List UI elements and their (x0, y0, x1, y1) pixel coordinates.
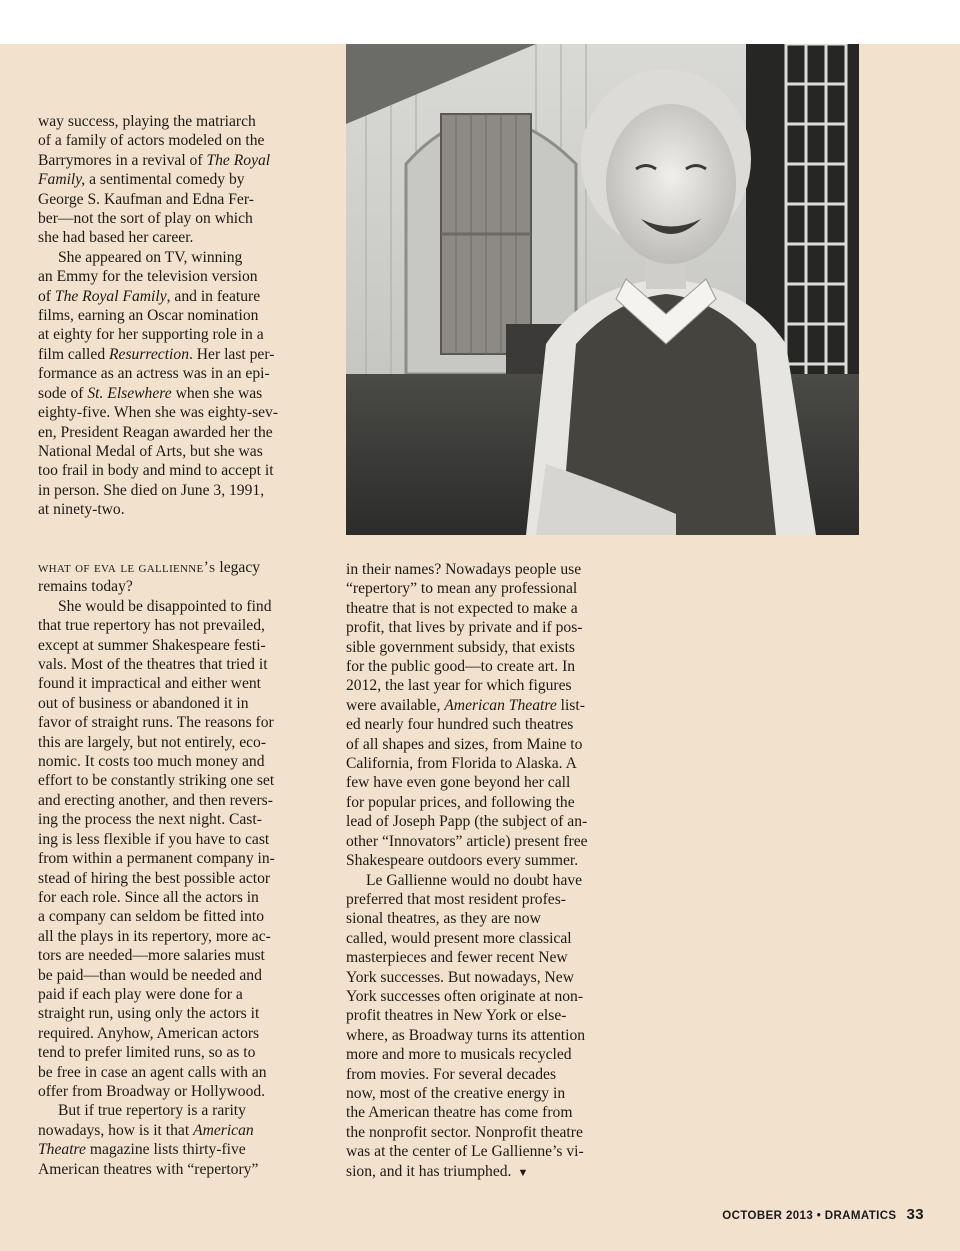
paragraph: But if true repertory is a rarity nowadays, how is it that American Theatre magazine lists thirty-five American theatres with “repertory” (38, 1102, 259, 1178)
issue-label: OCTOBER 2013 • DRAMATICS (722, 1210, 897, 1222)
article-column-1 (38, 112, 310, 520)
paragraph: She would be disappointed to find that true repertory has not prevailed, except at summer Shakespeare festi- vals. Most of the theatres that tried it found it impractical and either went out of business or abandoned it in favor of straight runs. The reasons for this are largely, but not entirely, eco- nomic. It costs too much money and effort to be constantly striking one set and erecting another, and then revers- ing the process the next night. Cast- ing is less flexible if you have to cast from within a permanent company in- stead of hiring the best possible actor for each role. Since all the actors in a company can seldom be fitted into all the plays in its repertory, more ac- tors are needed—more salaries must be paid—than would be needed and paid if each play were done for a straight run, using only the actors it required. Anyhow, American actors tend to prefer limited runs, so as to be free in case an agent calls with an offer from Broadway or Hollywood. (38, 597, 275, 1100)
end-of-article-icon: ▼ (517, 1166, 529, 1179)
section-lead-in: what of eva le gallienne’s (38, 559, 216, 576)
article-column-2 (38, 558, 310, 1179)
page-footer (722, 1206, 924, 1223)
paragraph: what of eva le gallienne’s legacy remains today? (38, 559, 261, 596)
portrait-photo (346, 44, 859, 535)
article-column-3 (346, 560, 618, 1183)
photo-illustration (346, 44, 859, 535)
paragraph: way success, playing the matriarch of a family of actors modeled on the Barrymores in a revival of The Royal Family, a sentimental comedy by George S. Kaufman and Edna Fer- ber—not the sort of play on which she had based her career. (38, 113, 271, 247)
paragraph: Le Gallienne would no doubt have preferred that most resident profes- sional theatres, as they are now called, would present more classical masterpieces and fewer recent New York successes. But nowadays, New York successes often originate at non- profit theatres in New York or else- where, as Broadway turns its attention more and more to musicals recycled from movies. For several decades now, most of the creative energy in the American theatre has come from the nonprofit sector. Nonprofit theatre was at the center of Le Gallienne’s vi- sion, and it has triumphed. ▼ (346, 871, 586, 1180)
paragraph: She appeared on TV, winning an Emmy for the television version of The Royal Family, and in feature films, earning an Oscar nomination at eighty for her supporting role in a film called Resurrection. Her last per- formance as an actress was in an epi- sode of St. Elsewhere when she was eighty-five. When she was eighty-sev- en, President Reagan awarded her the National Medal of Arts, but she was too frail in body and mind to accept it in person. She died on June 3, 1991, at ninety-two. (38, 248, 279, 519)
page-number: 33 (906, 1206, 924, 1223)
paragraph: in their names? Nowadays people use “repertory” to mean any professional theatre that is not expected to make a profit, that lives by private and if pos- sible government subsidy, that exists for the public good—to create art. In 2012, the last year for which figures were available, American Theatre list- ed nearly four hundred such theatres of all shapes and sizes, from Maine to California, from Florida to Alaska. A few have even gone beyond her call for popular prices, and following the lead of Joseph Papp (the subject of an- other “Innovators” article) present free Shakespeare outdoors every summer. (346, 561, 588, 870)
